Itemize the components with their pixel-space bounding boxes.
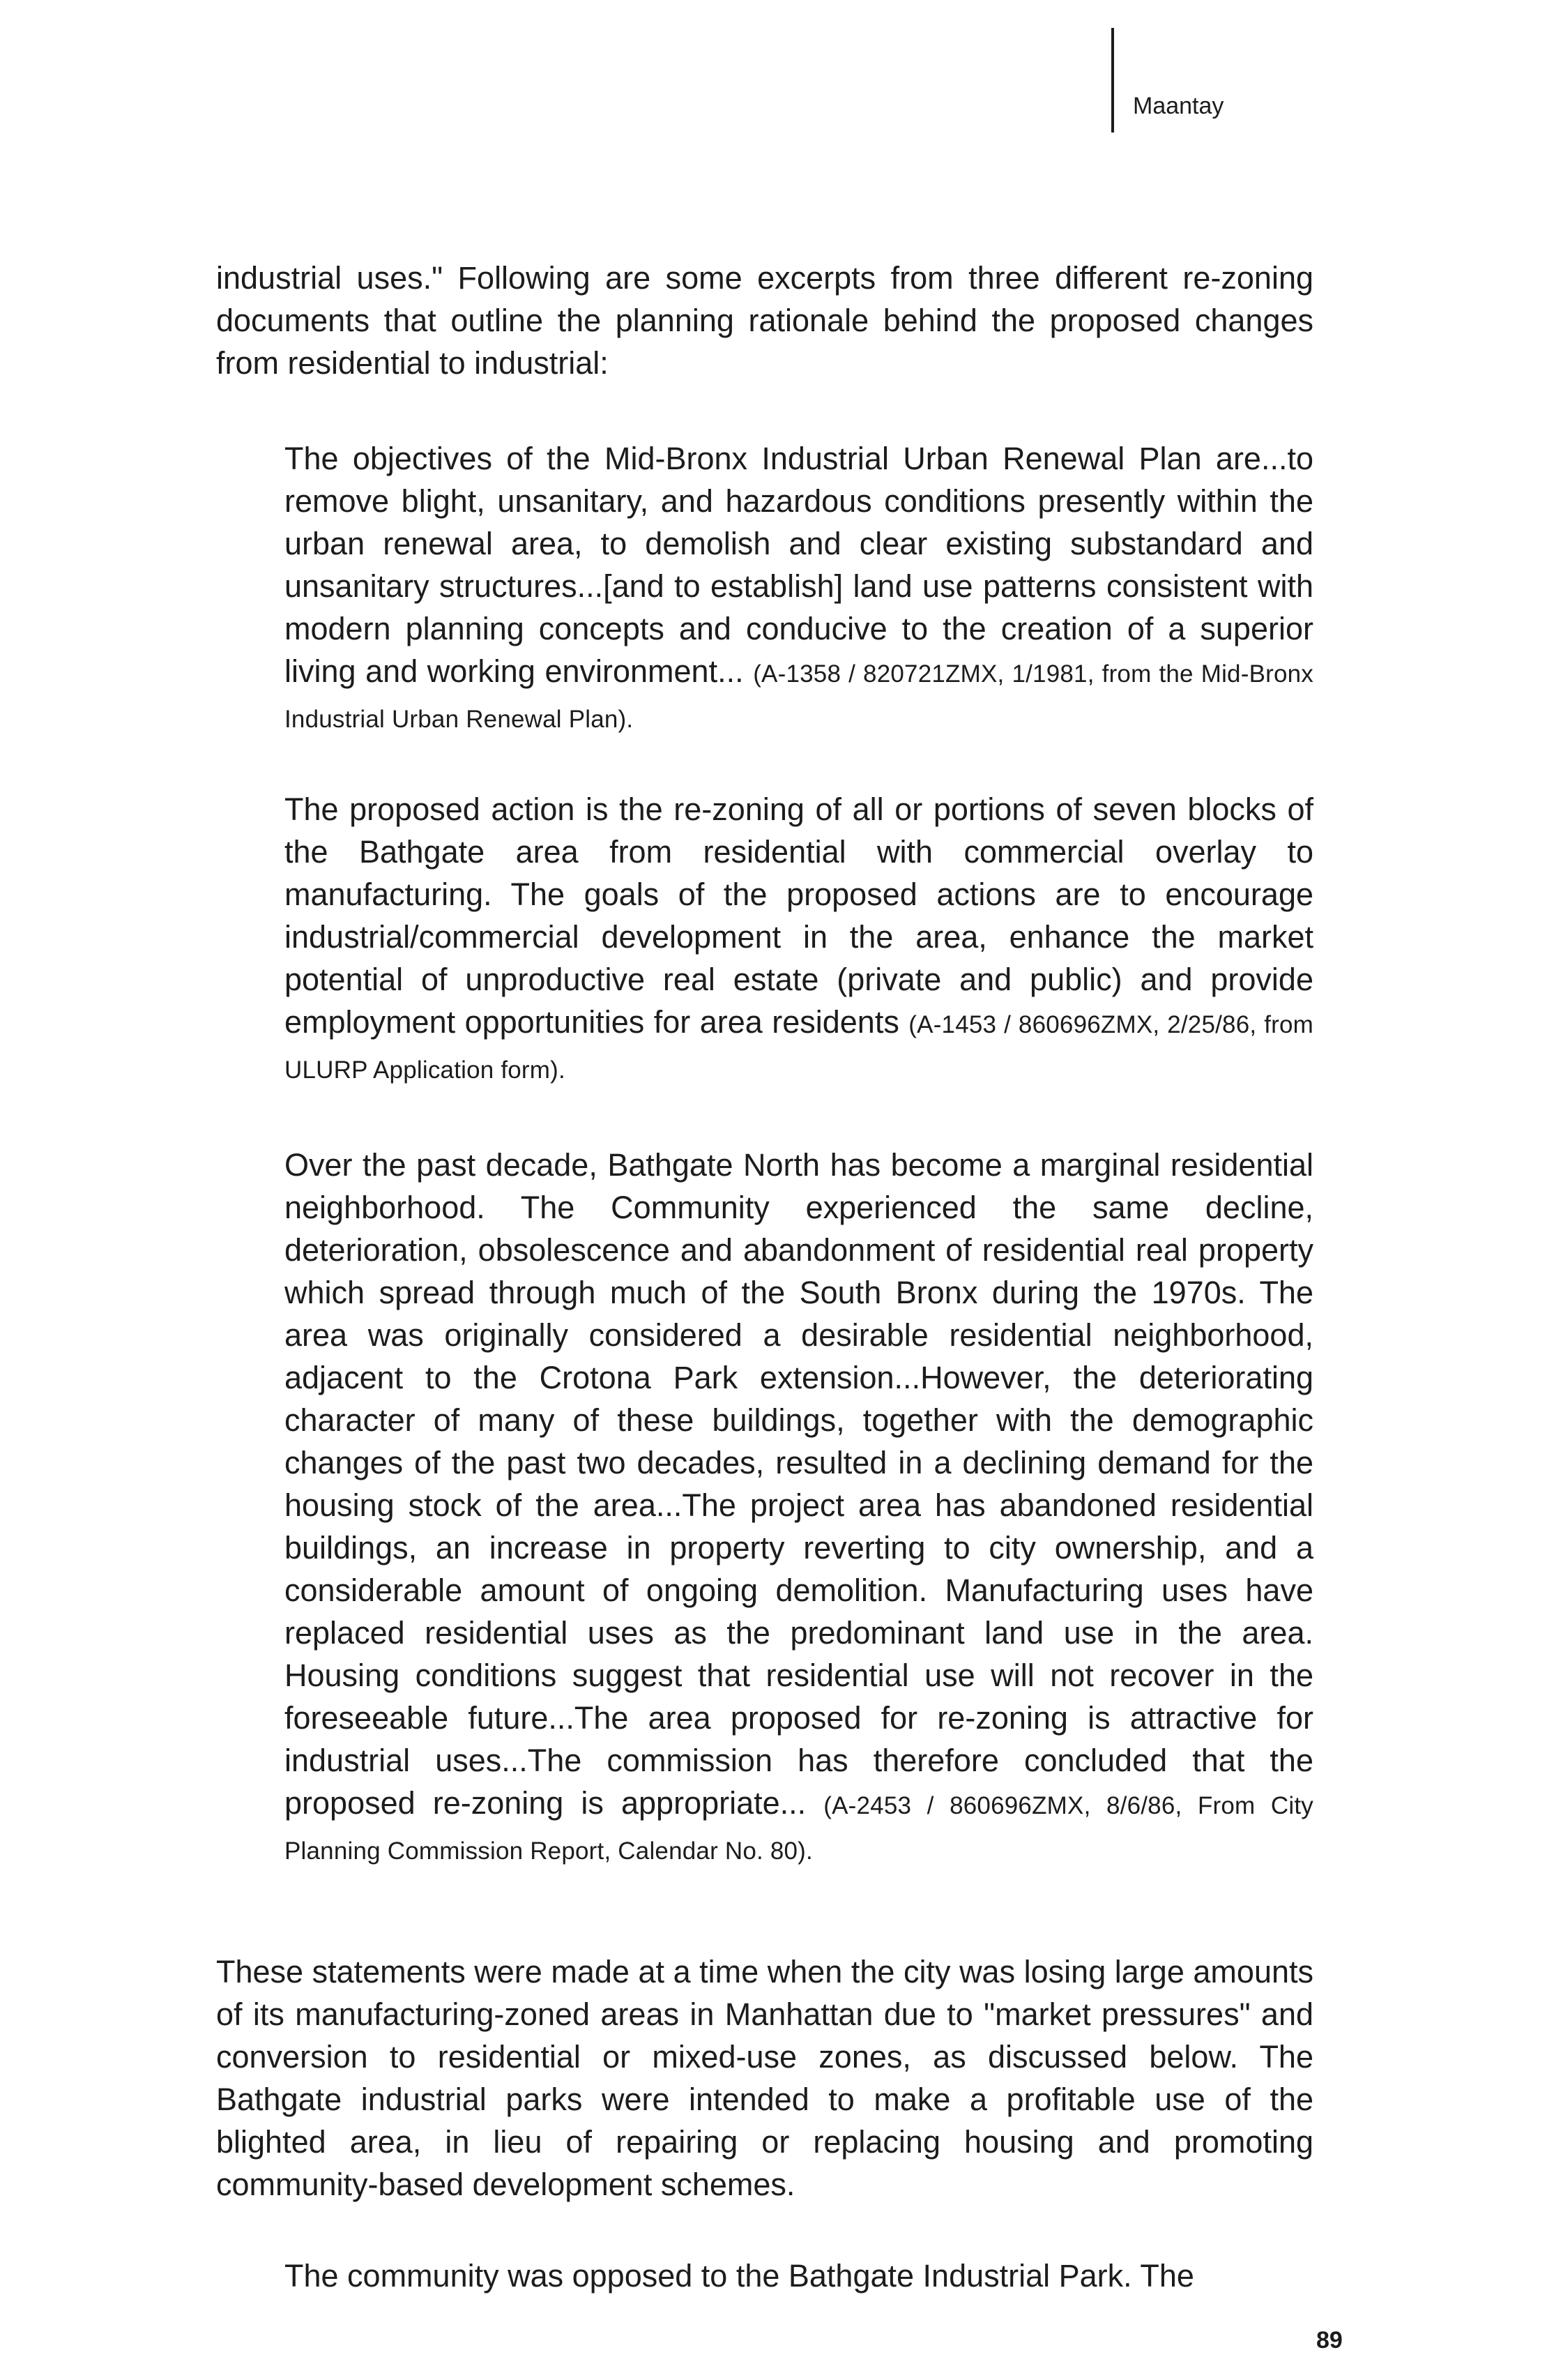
running-head: Maantay (1133, 93, 1224, 119)
header-rule (1111, 28, 1114, 132)
statements-paragraph: These statements were made at a time when the city was losing large amounts of its manufacturing-zoned areas in Manhattan due to "market pressures" and conversion to residential or mixed-use zones, as discussed below. The Bathgate industrial parks were intended to make a profitable use of the blighted area, in lieu of repairing or replacing housing and promoting community-based development schemes. (216, 1954, 1313, 2202)
quote-citation: (A-1453 / 860696ZMX, 2/25/86, from ULURP Application form). (284, 1011, 1313, 1084)
community-paragraph: The community was opposed to the Bathgate Industrial Park. The (284, 2258, 1194, 2294)
quote-mid-bronx-plan (284, 437, 1313, 741)
page-number: 89 (1316, 2327, 1343, 2354)
quote-text: Over the past decade, Bathgate North has become a marginal residential neighborhood. The Community experienced the same decline, deterioration, obsolescence and abandonment of residential real property which spread through much of the South Bronx during the 1970s. The area was originally considered a desirable residential neighborhood, adjacent to the Crotona Park extension...However, the deteriorating character of many of these buildings, together with the demographic changes of the past two decades, resulted in a declining demand for the housing stock of the area...The project area has abandoned residential buildings, an increase in property reverting to city ownership, and a considerable amount of ongoing demolition. Manufacturing uses have replaced residential uses as the predominant land use in the area. Housing conditions suggest that residential use will not recover in the foreseeable future...The area proposed for re-zoning is attractive for industrial uses...The commission has therefore concluded that the proposed re-zoning is appropriate... (284, 1147, 1313, 1821)
quote-text: The proposed action is the re-zoning of all or portions of seven blocks of the Bathgate area from residential with commercial overlay to manufacturing. The goals of the proposed actions are to encourage industrial/commercial development in the area, enhance the market potential of unproductive real estate (private and public) and provide employment opportunities for area residents (284, 791, 1313, 1040)
quote-text: The objectives of the Mid-Bronx Industrial Urban Renewal Plan are...to remove blight, unsanitary, and hazardous conditions presently within the urban renewal area, to demolish and clear existing substandard and unsanitary structures...[and to establish] land use patterns consistent with modern planning concepts and conducive to the creation of a superior living and working environment... (284, 441, 1313, 689)
quote-citation: (A-2453 / 860696ZMX, 8/6/86, From City Planning Commission Report, Calendar No. 80). (284, 1792, 1313, 1865)
quote-city-planning-report (284, 1144, 1313, 1872)
quote-ulurp-application (284, 788, 1313, 1091)
intro-paragraph: industrial uses." Following are some excerpts from three different re-zoning documents that outline the planning rationale behind the proposed changes from residential to industrial: (216, 260, 1313, 381)
quote-citation: (A-1358 / 820721ZMX, 1/1981, from the Mid-Bronx Industrial Urban Renewal Plan). (284, 660, 1313, 733)
